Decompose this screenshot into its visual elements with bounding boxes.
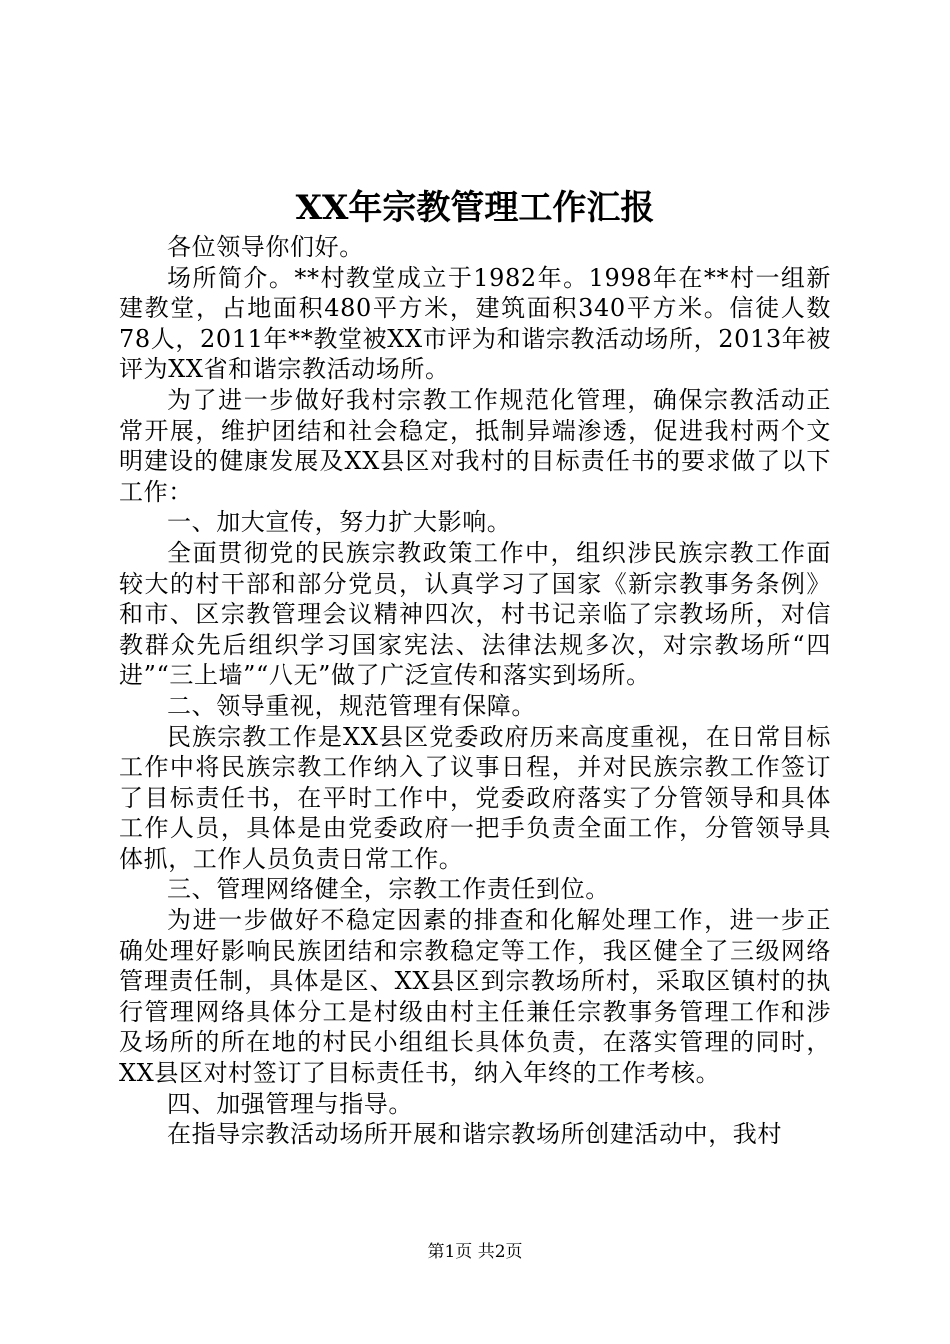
section-heading-4: 四、加强管理与指导。 [167,1089,413,1118]
paragraph-section-2: 民族宗教工作是XX县区党委政府历来高度重视，在日常目标工作中将民族宗教工作纳入了议事日程，并对民族宗教工作签订了目标责任书，在平时工作中，党委政府落实了分管领导和具体工作人员，具体是由党委政府一把手负责全面工作，分管领导具体抓，工作人员负责日常工作。 [119,722,831,873]
paragraph-section-4: 在指导宗教活动场所开展和谐宗教场所创建活动中，我村 [167,1120,782,1149]
page-number-footer: 第1页 共2页 [427,1242,523,1262]
document-title: XX年宗教管理工作汇报 [295,188,655,228]
paragraph-section-3: 为进一步做好不稳定因素的排查和化解处理工作，进一步正确处理好影响民族团结和宗教稳定等工作，我区健全了三级网络管理责任制，具体是区、XX县区到宗教场所村，采取区镇村的执行管理网络具体分工是村级由村主任兼任宗教事务管理工作和涉及场所的所在地的村民小组组长具体负责，在落实管理的同时，XX县区对村签订了目标责任书，纳入年终的工作考核。 [119,906,831,1088]
section-heading-3: 三、管理网络健全，宗教工作责任到位。 [167,875,610,904]
paragraph-section-1: 全面贯彻党的民族宗教政策工作中，组织涉民族宗教工作面较大的村干部和部分党员，认真学习了国家《新宗教事务条例》和市、区宗教管理会议精神四次，村书记亲临了宗教场所，对信教群众先后组织学习国家宪法、法律法规多次，对宗教场所“四进”“三上墙”“八无”做了广泛宣传和落实到场所。 [119,538,831,690]
section-heading-1: 一、加大宣传，努力扩大影响。 [167,508,512,537]
document-body [119,232,831,1150]
paragraph-venue-intro: 场所简介。**村教堂成立于1982年。1998年在**村一组新建教堂，占地面积480平方米，建筑面积340平方米。信徒人数78人，2011年**教堂被XX市评为和谐宗教活动场所，2013年被评为XX省和谐宗教活动场所。 [119,263,831,384]
paragraph-greeting: 各位领导你们好。 [167,233,364,261]
paragraph-purpose: 为了进一步做好我村宗教工作规范化管理，确保宗教活动正常开展，维护团结和社会稳定，抵制异端渗透，促进我村两个文明建设的健康发展及XX县区对我村的目标责任书的要求做了以下工作： [119,385,831,506]
section-heading-2: 二、领导重视，规范管理有保障。 [167,691,536,720]
